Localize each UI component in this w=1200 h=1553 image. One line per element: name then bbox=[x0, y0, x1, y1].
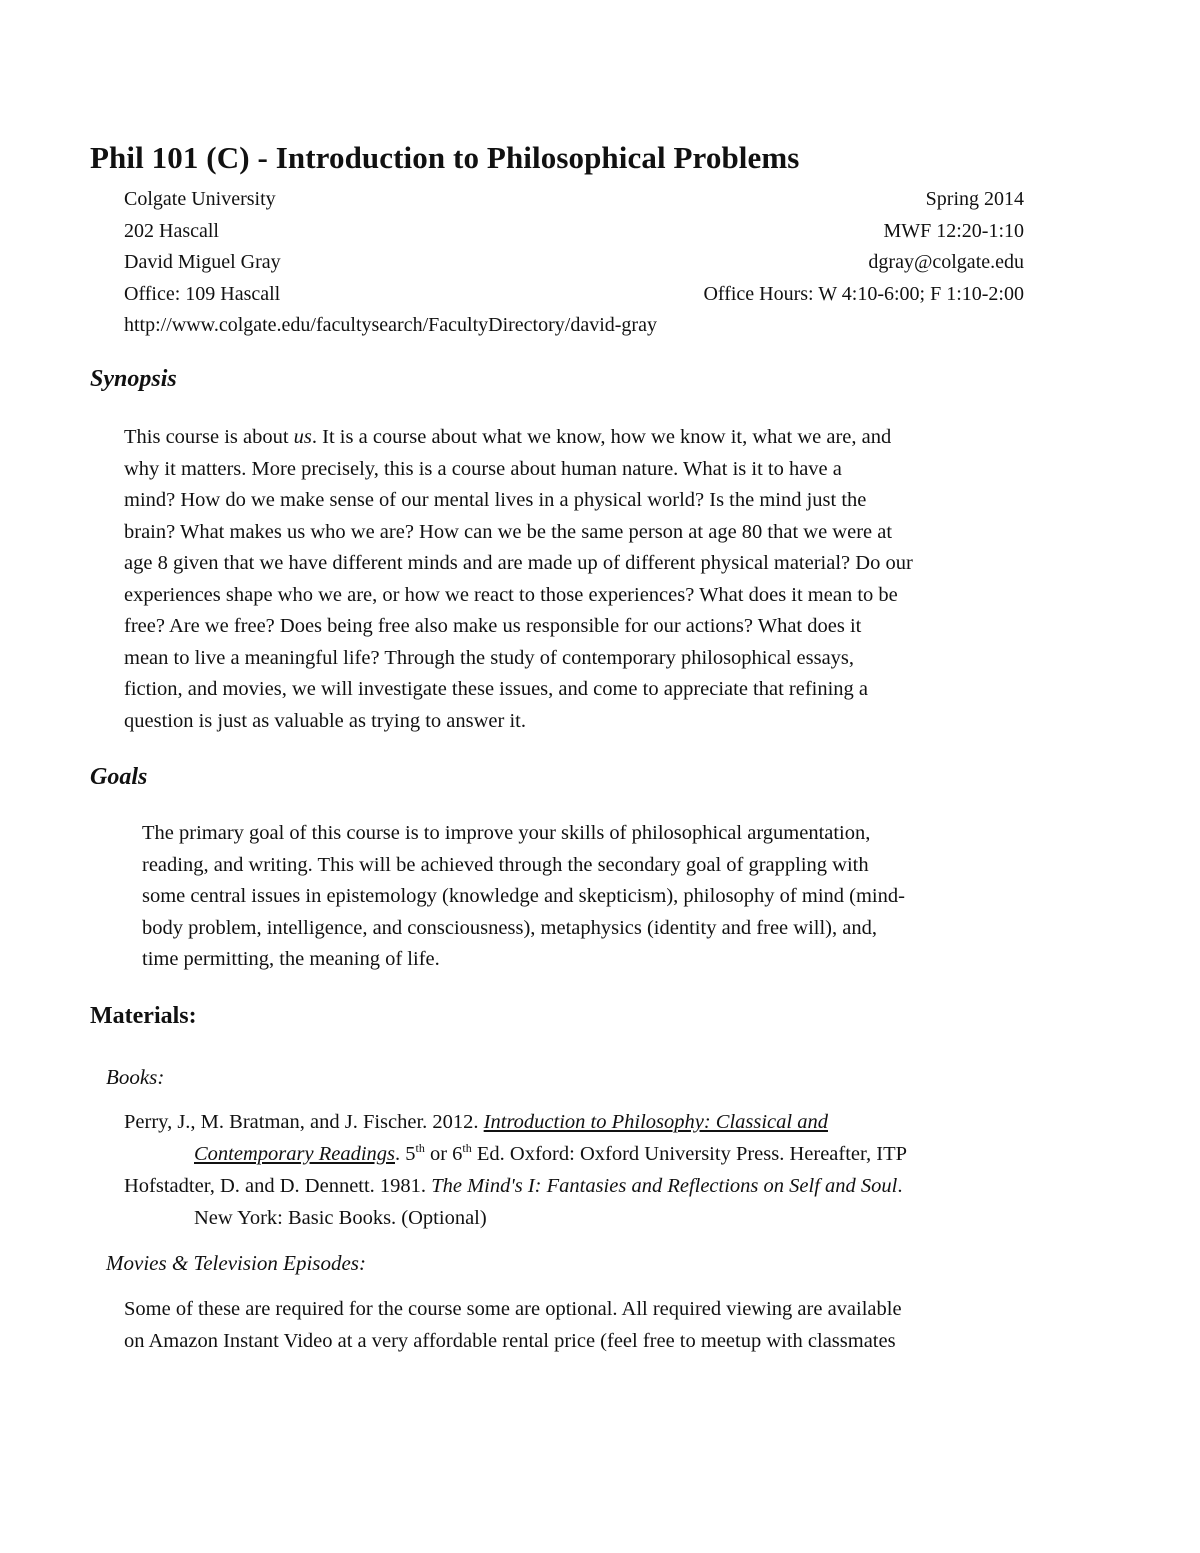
paragraph-line: on Amazon Instant Video at a very affordable rental price (feel free to meetup with classmates bbox=[124, 1329, 896, 1352]
reference-line: New York: Basic Books. (Optional) bbox=[194, 1207, 487, 1229]
info-row bbox=[124, 310, 1024, 342]
room: 202 Hascall bbox=[124, 219, 219, 242]
schedule: MWF 12:20-1:10 bbox=[883, 219, 1024, 242]
paragraph-line: This course is about us. It is a course about what we know, how we know it, what we are, and bbox=[124, 426, 892, 448]
info-row bbox=[124, 247, 1024, 279]
paragraph-line: body problem, intelligence, and consciousness), metaphysics (identity and free will), and, bbox=[142, 916, 877, 939]
term: Spring 2014 bbox=[925, 188, 1024, 210]
institution: Colgate University bbox=[124, 188, 276, 210]
course-info bbox=[124, 184, 1024, 342]
info-row bbox=[124, 184, 1024, 216]
paragraph-line: mind? How do we make sense of our mental lives in a physical world? Is the mind just the bbox=[124, 489, 867, 511]
office-location: Office: 109 Hascall bbox=[124, 282, 281, 305]
book-title: The Mind's I: Fantasies and Reflections on Self and Soul bbox=[431, 1175, 898, 1197]
paragraph-line: The primary goal of this course is to improve your skills of philosophical argumentation, bbox=[142, 822, 871, 844]
book-title: Contemporary Readings bbox=[194, 1143, 395, 1165]
movies-heading: Movies & Television Episodes: bbox=[106, 1251, 366, 1275]
paragraph-line: fiction, and movies, we will investigate these issues, and come to appreciate that refining a bbox=[124, 678, 869, 700]
reference-line: Perry, J., M. Bratman, and J. Fischer. 2012. Introduction to Philosophy: Classical and bbox=[124, 1111, 828, 1133]
paragraph-line: reading, and writing. This will be achieved through the secondary goal of grappling with bbox=[142, 853, 869, 876]
paragraph-line: question is just as valuable as trying to answer it. bbox=[124, 709, 526, 732]
movies-paragraph bbox=[124, 1294, 902, 1357]
faculty-url: http://www.colgate.edu/facultysearch/FacultyDirectory/david-gray bbox=[124, 314, 657, 336]
goals-paragraph bbox=[142, 818, 905, 976]
paragraph-line: free? Are we free? Does being free also make us responsible for our actions? What does it bbox=[124, 615, 862, 637]
paragraph-line: why it matters. More precisely, this is a course about human nature. What is it to have a bbox=[124, 457, 842, 480]
paragraph-line: experiences shape who we are, or how we react to those experiences? What does it mean to be bbox=[124, 583, 898, 606]
reference-line: Contemporary Readings. 5th or 6th Ed. Oxford: Oxford University Press. Hereafter, ITP bbox=[194, 1141, 908, 1165]
paragraph-line: time permitting, the meaning of life. bbox=[142, 948, 440, 970]
emphasis-us: us bbox=[293, 426, 312, 448]
office-hours: Office Hours: W 4:10-6:00; F 1:10-2:00 bbox=[703, 282, 1024, 305]
info-row bbox=[124, 279, 1024, 311]
books-heading: Books: bbox=[106, 1065, 165, 1089]
book-reference bbox=[124, 1106, 907, 1170]
info-row bbox=[124, 216, 1024, 248]
instructor-name: David Miguel Gray bbox=[124, 251, 281, 273]
reference-line: Hofstadter, D. and D. Dennett. 1981. The Mind's I: Fantasies and Reflections on Self and Soul. bbox=[124, 1175, 903, 1197]
paragraph-line: Some of these are required for the course some are optional. All required viewing are available bbox=[124, 1298, 902, 1320]
paragraph-line: age 8 given that we have different minds and are made up of different physical material? Do our bbox=[124, 552, 913, 574]
synopsis-heading: Synopsis bbox=[90, 366, 177, 392]
paragraph-line: some central issues in epistemology (knowledge and skepticism), philosophy of mind (mind- bbox=[142, 885, 905, 907]
synopsis-paragraph bbox=[124, 422, 913, 737]
instructor-email: dgray@colgate.edu bbox=[868, 251, 1024, 273]
book-title: Introduction to Philosophy: Classical and bbox=[483, 1111, 828, 1133]
paragraph-line: brain? What makes us who we are? How can we be the same person at age 80 that we were at bbox=[124, 520, 893, 543]
page-title: Phil 101 (C) - Introduction to Philosophical Problems bbox=[90, 140, 800, 175]
book-reference bbox=[124, 1170, 902, 1234]
goals-heading: Goals bbox=[90, 764, 148, 790]
materials-heading: Materials: bbox=[90, 1003, 197, 1029]
paragraph-line: mean to live a meaningful life? Through the study of contemporary philosophical essays, bbox=[124, 646, 855, 669]
